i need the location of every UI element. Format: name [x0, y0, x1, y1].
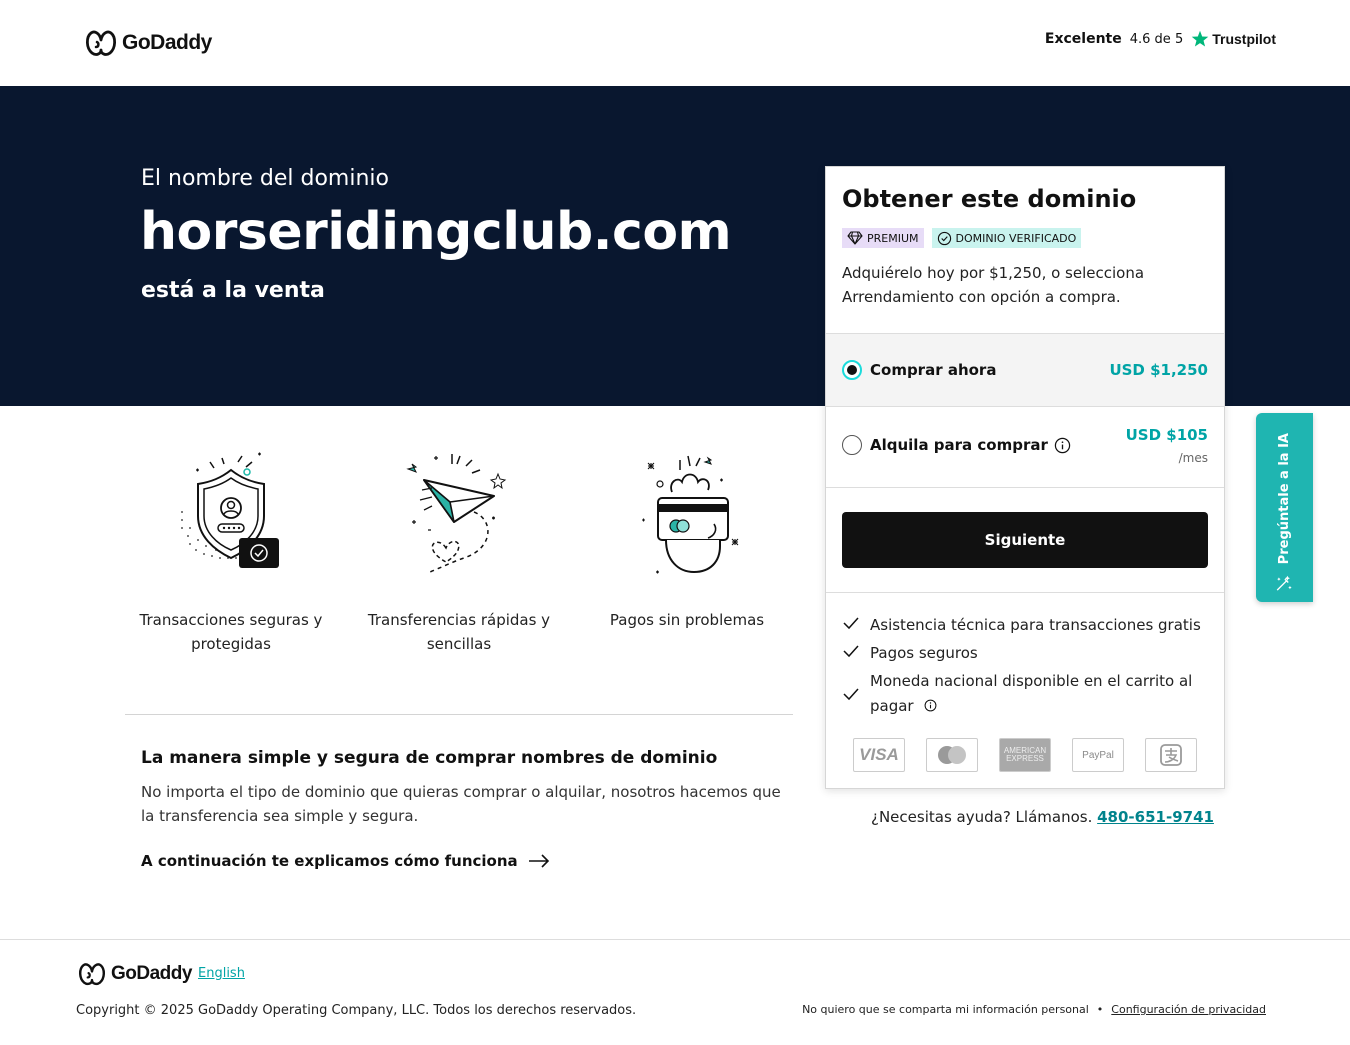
badges [842, 228, 1081, 248]
perk-text: Pagos seguros [870, 644, 978, 662]
trustpilot-brand [1191, 30, 1276, 48]
site-header [0, 0, 1350, 86]
perk-text: Asistencia técnica para transacciones gratis [870, 616, 1201, 634]
language-link[interactable]: English [198, 966, 245, 981]
godaddy-logo-icon [77, 961, 107, 987]
perks-list [826, 592, 1224, 722]
mastercard-logo [926, 738, 978, 772]
verified-badge [932, 228, 1082, 248]
lease-period: /mes [1178, 451, 1208, 465]
feature-payments [573, 440, 801, 656]
lease-to-own-radio[interactable] [842, 435, 862, 455]
check-icon [842, 644, 860, 658]
footer-brand: GoDaddy [111, 963, 192, 984]
privacy-links [802, 1003, 1266, 1016]
perk-item [842, 641, 1208, 666]
paper-plane-icon [394, 440, 524, 580]
help-text: ¿Necesitas ayuda? Llámanos. [871, 808, 1093, 826]
mastercard-icon [934, 744, 970, 766]
domain-name: horseridingclub.com [140, 202, 732, 262]
alipay-icon [1159, 743, 1183, 767]
diamond-icon [847, 231, 863, 245]
next-button[interactable]: Siguiente [842, 512, 1208, 568]
buy-now-label [870, 361, 996, 379]
brand-name: GoDaddy [122, 31, 212, 54]
trustpilot-rating[interactable] [1045, 30, 1276, 48]
ask-ai-tab[interactable] [1256, 413, 1313, 602]
card-description: Adquiérelo hoy por $1,250, o selecciona Arrendamiento con opción a compra. [842, 264, 1145, 306]
check-circle-icon [937, 231, 952, 246]
rating-score: 4.6 de 5 [1129, 31, 1184, 47]
perk-item [842, 613, 1208, 638]
purchase-card [825, 166, 1225, 789]
perk-text: Moneda nacional disponible en el carrito al pagar [870, 672, 1193, 715]
help-line [871, 808, 1214, 826]
paypal-logo: PayPal [1072, 738, 1124, 772]
buy-now-text: Comprar ahora [870, 361, 997, 379]
features-row [117, 440, 801, 656]
perk-item [842, 669, 1208, 719]
feature-label: Transacciones seguras y protegidas [139, 611, 323, 653]
arrow-right-icon [528, 854, 550, 868]
godaddy-logo[interactable] [84, 28, 212, 58]
info-icon[interactable] [1054, 437, 1071, 454]
site-footer [0, 939, 1350, 1045]
feature-secure [117, 440, 345, 656]
separator-dot: • [1096, 1003, 1104, 1016]
info-title: La manera simple y segura de comprar nombres de dominio [141, 748, 718, 768]
ask-ai-label: Pregúntale a la IA [1276, 433, 1292, 565]
trustpilot-label: Trustpilot [1212, 31, 1276, 47]
premium-badge [842, 228, 924, 248]
copyright: Copyright © 2025 GoDaddy Operating Company, LLC. Todos los derechos reservados. [76, 1003, 637, 1018]
verified-label: DOMINIO VERIFICADO [955, 231, 1077, 245]
alipay-logo [1145, 738, 1197, 772]
buy-now-radio[interactable] [842, 360, 862, 380]
lease-to-own-text: Alquila para comprar [870, 436, 1048, 454]
shield-user-icon [166, 440, 296, 580]
how-it-works-label: A continuación te explicamos cómo funciona [141, 852, 518, 870]
check-icon [842, 687, 860, 701]
footer-logo[interactable] [77, 961, 192, 987]
lease-to-own-option[interactable] [826, 406, 1224, 487]
feature-label: Pagos sin problemas [609, 611, 765, 629]
feature-label: Transferencias rápidas y sencillas [367, 611, 551, 653]
lease-price: USD $105 [1125, 426, 1208, 444]
rating-label: Excelente [1044, 31, 1122, 47]
trustpilot-star-icon [1191, 30, 1209, 48]
hand-card-icon [622, 440, 752, 580]
next-section [826, 487, 1224, 592]
info-icon[interactable] [924, 699, 937, 712]
buy-now-option[interactable] [826, 333, 1224, 406]
hero-subtitle: El nombre del dominio [141, 166, 389, 191]
phone-link[interactable]: 480-651-9741 [1097, 808, 1214, 826]
card-title: Obtener este dominio [842, 185, 1137, 213]
feature-fast [345, 440, 573, 656]
payment-methods [853, 738, 1197, 772]
visa-logo: VISA [853, 738, 905, 772]
privacy-optout-link[interactable]: No quiero que se comparta mi información personal [802, 1003, 1089, 1016]
info-text: No importa el tipo de dominio que quieras comprar o alquilar, nosotros hacemos que la transferencia sea simple y segura. [141, 783, 781, 825]
premium-label: PREMIUM [867, 231, 919, 245]
perk-text-wrap [870, 669, 1208, 719]
privacy-settings-link[interactable]: Configuración de privacidad [1111, 1003, 1266, 1016]
godaddy-logo-icon [84, 28, 118, 58]
section-divider [125, 714, 793, 715]
how-it-works-link[interactable] [141, 852, 550, 870]
sale-status: está a la venta [141, 278, 325, 303]
magic-wand-icon [1273, 574, 1295, 593]
buy-now-price: USD $1,250 [1109, 361, 1208, 379]
lease-to-own-label [870, 436, 1071, 454]
amex-logo: AMERICAN EXPRESS [999, 738, 1051, 772]
ask-ai-content [1272, 433, 1296, 593]
check-icon [842, 616, 860, 630]
